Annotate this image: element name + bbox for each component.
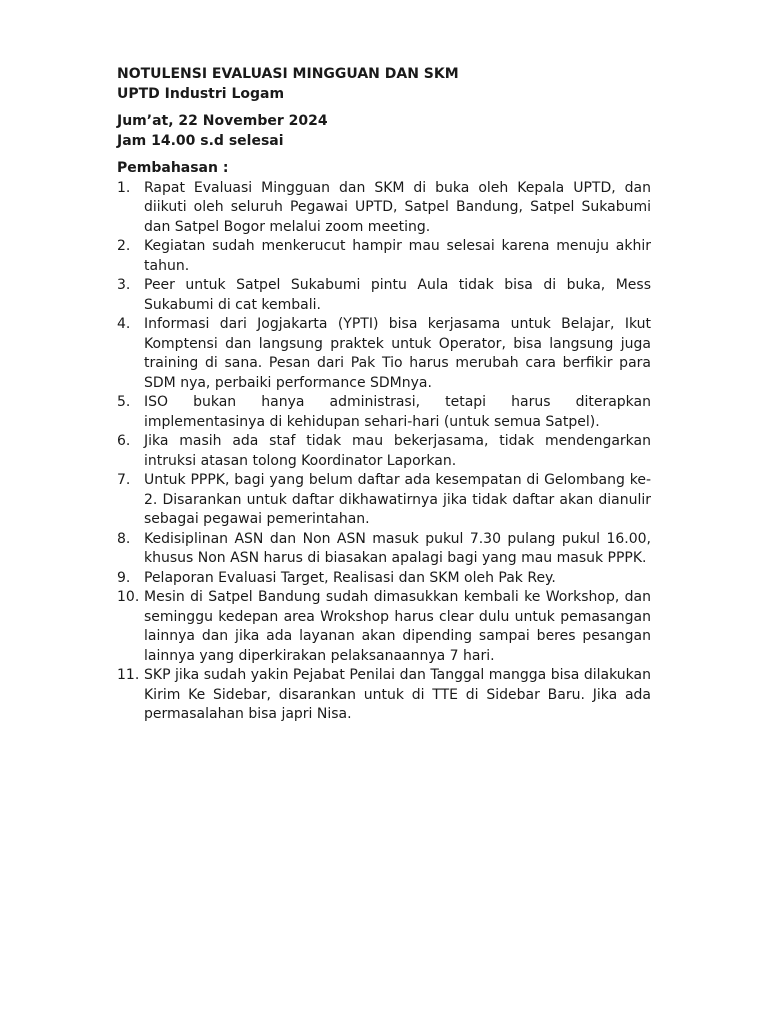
item-number: 8. <box>117 530 131 547</box>
item-number: 11. <box>117 667 140 683</box>
item-text: Jika masih ada staf tidak mau bekerjasama, tidak mendengarkan intruksi atasan tolong Koordinator Laporkan. <box>144 433 651 469</box>
item-text: Rapat Evaluasi Mingguan dan SKM di buka oleh Kepala UPTD, dan diikuti oleh seluruh Pegawai UPTD, Satpel Bandung, Satpel Sukabumi dan Satpel Bogor melalui zoom meeting. <box>144 179 651 235</box>
item-number: 6. <box>117 433 131 449</box>
item-text: Informasi dari Jogjakarta (YPTI) bisa kerjasama untuk Belajar, Ikut Komptensi dan langsung praktek untuk Operator, bisa langsung juga training di sana. Pesan dari Pak Tio harus merubah cara berfikir para SDM nya, perbaiki performance SDMnya. <box>144 316 651 391</box>
meeting-date: Jum’at, 22 November 2024 <box>117 113 328 129</box>
document-subtitle: UPTD Industri Logam <box>117 85 285 102</box>
document-title: NOTULENSI EVALUASI MINGGUAN DAN SKM <box>117 66 459 82</box>
item-number: 7. <box>117 472 131 488</box>
spacer <box>117 151 651 159</box>
item-text: Pelaporan Evaluasi Target, Realisasi dan SKM oleh Pak Rey. <box>144 569 556 586</box>
item-text: SKP jika sudah yakin Pejabat Penilai dan Tanggal mangga bisa dilakukan Kirim Ke Sidebar, disarankan untuk di TTE di Sidebar Baru. Jika ada permasalahan bisa japri Nisa. <box>144 667 651 722</box>
list-item <box>117 315 651 393</box>
list-item <box>117 393 651 432</box>
list-item <box>117 432 651 471</box>
item-text: Peer untuk Satpel Sukabumi pintu Aula tidak bisa di buka, Mess Sukabumi di cat kembali. <box>144 277 651 313</box>
item-number: 1. <box>117 179 131 196</box>
item-number: 2. <box>117 238 131 254</box>
item-number: 10. <box>117 589 140 605</box>
section-heading: Pembahasan : <box>117 160 229 176</box>
discussion-list <box>117 179 651 725</box>
item-text: Mesin di Satpel Bandung sudah dimasukkan kembali ke Workshop, dan seminggu kedepan area Wrokshop harus clear dulu untuk pemasangan lainnya dan jika ada layanan akan dipending sampai beres pesangan lainnya yang diperkirakan pelaksanaannya 7 hari. <box>144 589 651 664</box>
item-number: 4. <box>117 316 131 332</box>
item-text: Untuk PPPK, bagi yang belum daftar ada kesempatan di Gelombang ke-2. Disarankan untuk daftar dikhawatirnya jika tidak daftar akan dianulir sebagai pegawai pemerintahan. <box>144 472 651 527</box>
item-number: 3. <box>117 277 131 293</box>
list-item <box>117 569 651 589</box>
item-number: 5. <box>117 394 131 410</box>
item-text: Kedisiplinan ASN dan Non ASN masuk pukul 7.30 pulang pukul 16.00, khusus Non ASN harus di biasakan apalagi bagi yang mau masuk PPPK. <box>144 530 651 566</box>
list-item <box>117 588 651 666</box>
spacer <box>117 104 651 112</box>
list-item <box>117 237 651 276</box>
item-number: 9. <box>117 569 131 586</box>
meeting-time: Jam 14.00 s.d selesai <box>117 132 284 149</box>
list-item <box>117 276 651 315</box>
item-text: Kegiatan sudah menkerucut hampir mau selesai karena menuju akhir tahun. <box>144 238 651 274</box>
document-page <box>117 65 651 725</box>
item-text: ISO bukan hanya administrasi, tetapi harus diterapkan implementasinya di kehidupan sehari-hari (untuk semua Satpel). <box>144 394 651 430</box>
list-item <box>117 179 651 238</box>
list-item <box>117 471 651 530</box>
list-item <box>117 666 651 725</box>
list-item <box>117 530 651 569</box>
